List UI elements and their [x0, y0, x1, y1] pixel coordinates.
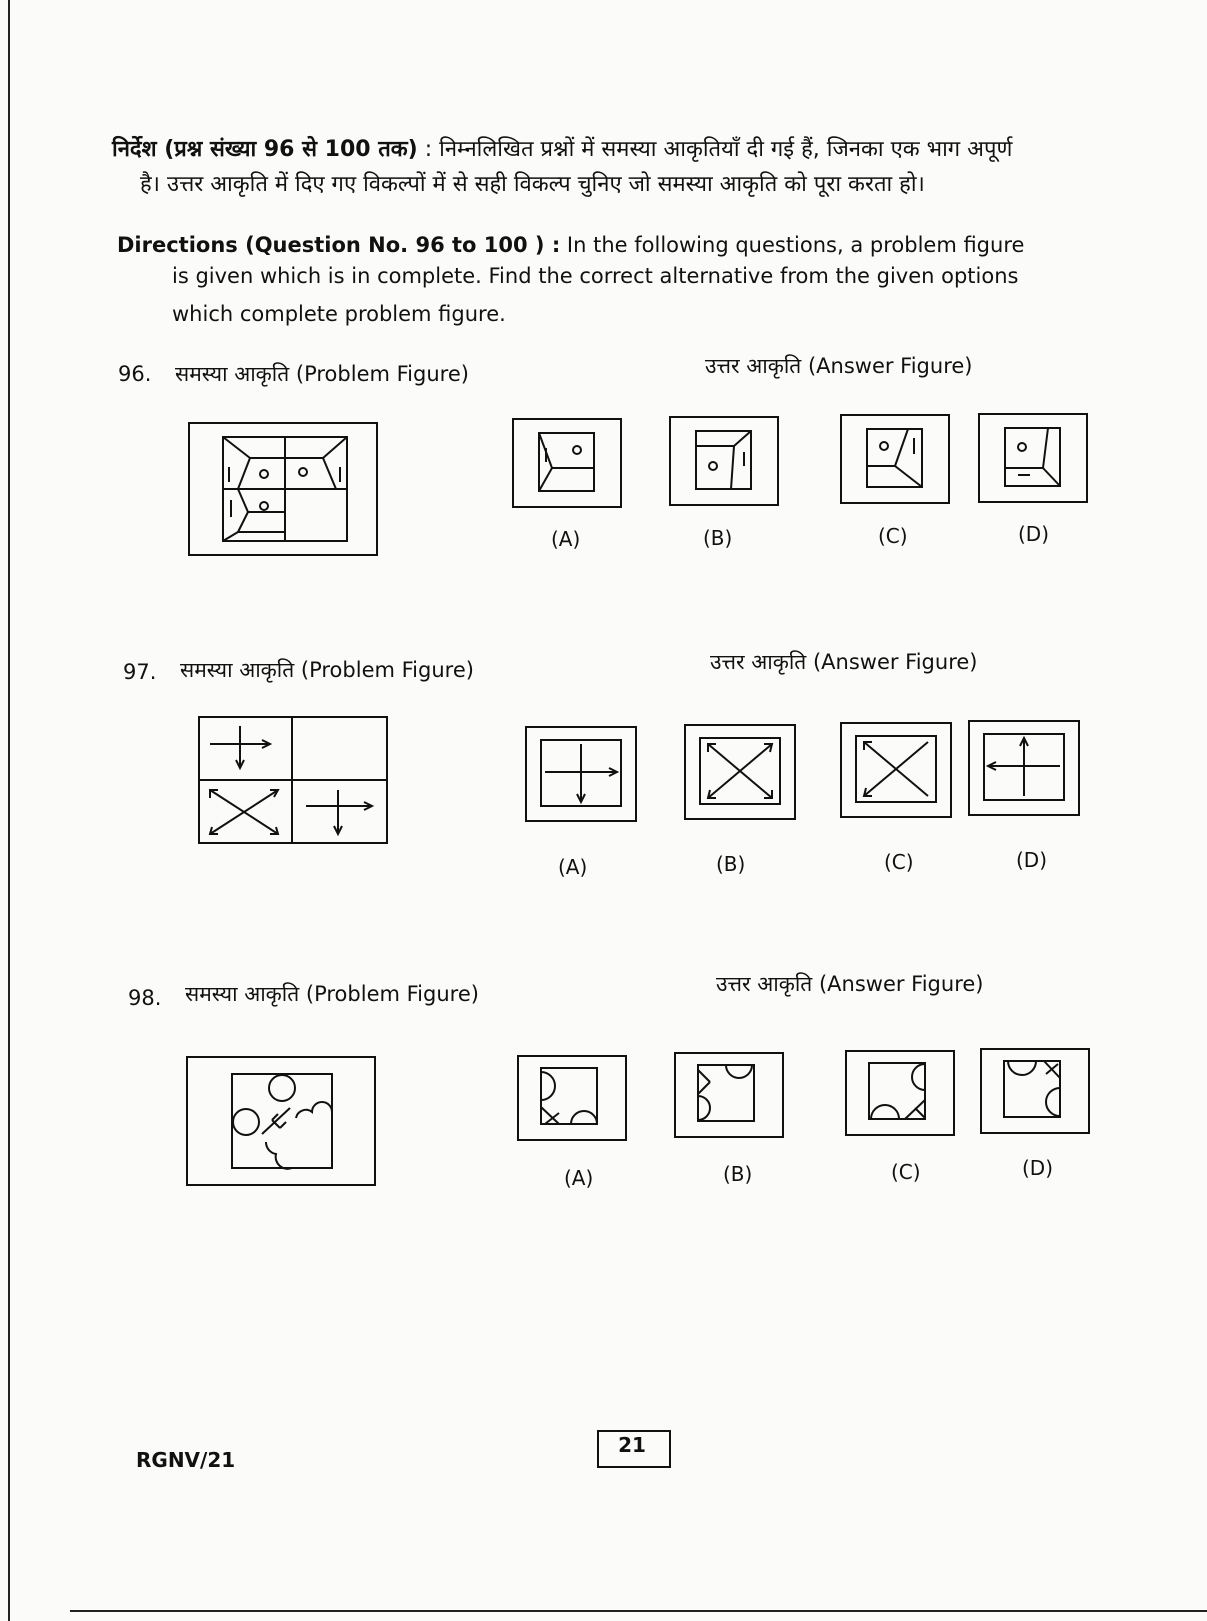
option-label-a: (A)	[558, 855, 588, 879]
english-directions-line1: In the following questions, a problem figure	[566, 233, 1025, 257]
english-directions	[117, 226, 1024, 264]
q96-option-a-figure	[512, 418, 622, 508]
problem-figure-label: समस्या आकृति (Problem Figure)	[180, 658, 474, 682]
option-label-c: (C)	[884, 850, 914, 874]
english-directions-line2: is given which is in complete. Find the correct alternative from the given options	[172, 264, 1019, 288]
hindi-directions-text: : निम्नलिखित प्रश्नों में समस्या आकृतियाँ दी गई हैं, जिनका एक भाग अपूर्ण	[424, 137, 1013, 162]
q98-problem-figure	[186, 1056, 376, 1186]
option-label-b: (B)	[723, 1162, 753, 1186]
page-bottom-rule	[70, 1610, 1207, 1612]
q97-problem-figure	[198, 716, 388, 844]
question-number: 96.	[118, 362, 152, 386]
option-label-a: (A)	[551, 527, 581, 551]
page-number: 21	[618, 1433, 646, 1457]
option-label-c: (C)	[878, 524, 908, 548]
page-left-edge	[8, 0, 10, 1621]
english-directions-line3: which complete problem figure.	[172, 302, 506, 326]
q98-option-a-figure	[517, 1055, 627, 1141]
question-number: 97.	[123, 660, 157, 684]
answer-figure-label: उत्तर आकृति (Answer Figure)	[710, 650, 978, 674]
hindi-directions-heading: निर्देश (प्रश्न संख्या 96 से 100 तक)	[112, 137, 418, 162]
q98-option-c-figure	[845, 1050, 955, 1136]
problem-figure-label: समस्या आकृति (Problem Figure)	[185, 982, 479, 1006]
option-label-d: (D)	[1018, 522, 1050, 546]
hindi-directions-line2: है। उत्तर आकृति में दिए गए विकल्पों में से सही विकल्प चुनिए जो समस्या आकृति को पूरा करता हो।	[140, 172, 925, 197]
problem-figure-label: समस्या आकृति (Problem Figure)	[175, 362, 469, 386]
q98-option-b-figure	[674, 1052, 784, 1138]
option-label-b: (B)	[703, 526, 733, 550]
q96-option-b-figure	[669, 416, 779, 506]
english-directions-heading: Directions (Question No. 96 to 100 ) :	[117, 233, 561, 257]
booklet-code: RGNV/21	[136, 1448, 236, 1472]
q96-option-c-figure	[840, 414, 950, 504]
q97-option-b-figure	[684, 724, 796, 820]
answer-figure-label: उत्तर आकृति (Answer Figure)	[705, 354, 973, 378]
question-number: 98.	[128, 986, 162, 1010]
option-label-d: (D)	[1022, 1156, 1054, 1180]
option-label-b: (B)	[716, 852, 746, 876]
q98-option-d-figure	[980, 1048, 1090, 1134]
q97-option-a-figure	[525, 726, 637, 822]
hindi-directions	[112, 132, 1012, 168]
q97-option-c-figure	[840, 722, 952, 818]
q96-option-d-figure	[978, 413, 1088, 503]
option-label-a: (A)	[564, 1166, 594, 1190]
option-label-d: (D)	[1016, 848, 1048, 872]
q97-option-d-figure	[968, 720, 1080, 816]
option-label-c: (C)	[891, 1160, 921, 1184]
q96-problem-figure	[188, 422, 378, 556]
answer-figure-label: उत्तर आकृति (Answer Figure)	[716, 972, 984, 996]
